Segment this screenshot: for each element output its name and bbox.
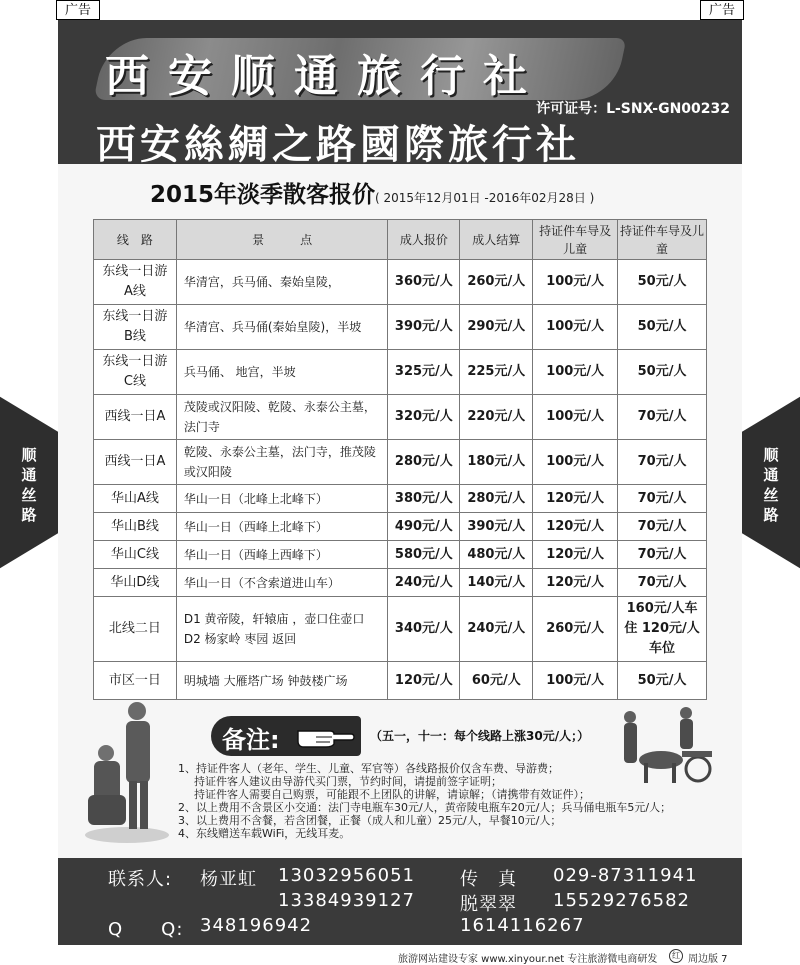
footer-badge: 红 (669, 949, 683, 963)
brand-primary: 西安顺通旅行社 (105, 51, 546, 102)
cell-route: 华山D线 (94, 569, 177, 597)
cell-cert2: 50元/人 (618, 350, 707, 395)
license-number: 许可证号：L-SNX-GN00232 (536, 101, 730, 117)
cell-price: 360元/人 (388, 260, 460, 305)
cell-settle: 280元/人 (460, 485, 533, 513)
fax-number[interactable]: 029-87311941 (553, 865, 698, 886)
qq-number-2[interactable]: 1614116267 (460, 915, 585, 936)
cell-settle: 290元/人 (460, 305, 533, 350)
brand-secondary: 西安絲綢之路國際旅行社 (96, 121, 580, 168)
cell-cert1: 100元/人 (533, 662, 618, 700)
cell-cert1: 120元/人 (533, 513, 618, 541)
cell-settle: 480元/人 (460, 541, 533, 569)
table-row (94, 569, 707, 597)
cell-route: 西线一日A (94, 440, 177, 485)
cell-route: 市区一日 (94, 662, 177, 700)
cell-spots: 乾陵、永泰公主墓，法门寺，推茂陵或汉阳陵 (176, 440, 388, 485)
footer-page-number: 周边版 7 (688, 954, 728, 965)
cell-cert1: 100元/人 (533, 440, 618, 485)
qq-number-1[interactable]: 348196942 (200, 915, 313, 936)
note-item: 3、以上费用不含餐，若含团餐，正餐（成人和儿童）25元/人，早餐10元/人； (178, 814, 562, 827)
header-adult-price: 成人报价 (388, 220, 460, 260)
ad-tag-left: 广告 (56, 0, 100, 20)
cell-price: 280元/人 (388, 440, 460, 485)
side-label-right: 顺通丝路 (763, 446, 779, 524)
cell-spots: 茂陵或汉阳陵、乾陵、永泰公主墓，法门寺 (176, 395, 388, 440)
cell-price: 380元/人 (388, 485, 460, 513)
cell-price: 240元/人 (388, 569, 460, 597)
side-label-left: 顺通丝路 (21, 446, 37, 524)
note-item: 1、持证件客人（老年、学生、儿童、军官等）各线路报价仅含车费、导游费； (178, 762, 559, 775)
cell-settle: 140元/人 (460, 569, 533, 597)
terracotta-horse-carriage-icon (616, 705, 716, 790)
cell-route: 华山A线 (94, 485, 177, 513)
notes-list (178, 762, 678, 840)
table-row (94, 350, 707, 395)
cell-settle: 390元/人 (460, 513, 533, 541)
page-footer (0, 948, 800, 965)
price-table (93, 219, 707, 700)
cell-cert2: 50元/人 (618, 305, 707, 350)
note-item: 持证件客人需要自己购票，可能跟不上团队的讲解，请谅解；（请携带有效证件）； (194, 788, 590, 801)
notes-title: 备注: (222, 726, 280, 754)
footer-site-info[interactable]: 旅游网站建设专家 www.xinyour.net 专注旅游微电商研发 (398, 954, 658, 965)
contact-person2-phone[interactable]: 15529276582 (553, 890, 690, 911)
cell-price: 490元/人 (388, 513, 460, 541)
cell-cert2: 50元/人 (618, 662, 707, 700)
contact-phone-1[interactable]: 13032956051 (278, 865, 415, 886)
cell-spots: 华山一日（西峰上北峰下） (176, 513, 388, 541)
table-row (94, 541, 707, 569)
contact-person2-name: 脱翠翠 (460, 894, 517, 915)
header-route: 线 路 (94, 220, 177, 260)
cell-route: 东线一日游A线 (94, 260, 177, 305)
cell-cert1: 100元/人 (533, 260, 618, 305)
table-row (94, 662, 707, 700)
cell-cert2: 70元/人 (618, 440, 707, 485)
table-row (94, 260, 707, 305)
note-item: 4、东线赠送车载WiFi，无线耳麦。 (178, 827, 351, 840)
table-row (94, 305, 707, 350)
table-row (94, 440, 707, 485)
header-cert-2: 持证件车导及儿童 (618, 220, 707, 260)
cell-spots: 华清宫，兵马俑、秦始皇陵， (176, 260, 388, 305)
cell-route: 东线一日游B线 (94, 305, 177, 350)
cell-cert1: 100元/人 (533, 350, 618, 395)
cell-cert2: 70元/人 (618, 541, 707, 569)
table-row (94, 395, 707, 440)
cell-cert2: 70元/人 (618, 513, 707, 541)
cell-route: 华山C线 (94, 541, 177, 569)
header-spots: 景 点 (176, 220, 388, 260)
cell-price: 340元/人 (388, 597, 460, 662)
cell-cert2: 70元/人 (618, 485, 707, 513)
title-main: 2015年淡季散客报价 (150, 182, 376, 208)
table-row (94, 485, 707, 513)
cell-price: 325元/人 (388, 350, 460, 395)
cell-price: 320元/人 (388, 395, 460, 440)
cell-spots: 华清宫、兵马俑(秦始皇陵)，半坡 (176, 305, 388, 350)
cell-cert2: 70元/人 (618, 569, 707, 597)
note-item: 持证件客人建议由导游代买门票，节约时间，请提前签字证明； (194, 775, 502, 788)
cell-price: 580元/人 (388, 541, 460, 569)
cell-cert1: 100元/人 (533, 395, 618, 440)
cell-route: 西线一日A (94, 395, 177, 440)
cell-price: 390元/人 (388, 305, 460, 350)
fax-label: 传 真 (460, 869, 517, 890)
cell-cert2: 50元/人 (618, 260, 707, 305)
contact-phone-2[interactable]: 13384939127 (278, 890, 415, 911)
cell-cert1: 260元/人 (533, 597, 618, 662)
contact-person-label: 联系人: (108, 869, 173, 890)
cell-route: 北线二日 (94, 597, 177, 662)
cell-spots: D1 黄帝陵，轩辕庙 ，壶口住壶口 D2 杨家岭 枣园 返回 (176, 597, 388, 662)
header-adult-settle: 成人结算 (460, 220, 533, 260)
header-cert-1: 持证件车导及儿童 (533, 220, 618, 260)
title-period: ( 2015年12月01日 -2016年02月28日 ) (375, 191, 595, 205)
price-title (150, 176, 690, 209)
cell-cert1: 120元/人 (533, 569, 618, 597)
cell-settle: 220元/人 (460, 395, 533, 440)
table-row (94, 597, 707, 662)
qq-label: Q Q: (108, 919, 184, 940)
cell-cert1: 100元/人 (533, 305, 618, 350)
table-row (94, 513, 707, 541)
cell-route: 东线一日游C线 (94, 350, 177, 395)
pointing-hand-icon (296, 722, 356, 748)
cell-settle: 240元/人 (460, 597, 533, 662)
cell-cert2: 70元/人 (618, 395, 707, 440)
cell-spots: 明城墙 大雁塔广场 钟鼓楼广场 (176, 662, 388, 700)
cell-settle: 260元/人 (460, 260, 533, 305)
cell-cert2: 160元/人车住 120元/人车位 (618, 597, 707, 662)
contact-person-name: 杨亚虹 (200, 869, 257, 890)
cell-settle: 225元/人 (460, 350, 533, 395)
cell-price: 120元/人 (388, 662, 460, 700)
cell-settle: 60元/人 (460, 662, 533, 700)
note-item: 2、以上费用不含景区小交通：法门寺电瓶车30元/人，黄帝陵电瓶车20元/人；兵马俑电瓶车5元/人； (178, 801, 672, 814)
price-rows (94, 260, 707, 700)
holiday-surcharge: （五一，十一：每个线路上涨30元/人；） (370, 729, 590, 743)
cell-cert1: 120元/人 (533, 485, 618, 513)
cell-spots: 华山一日（西峰上西峰下） (176, 541, 388, 569)
terracotta-warrior-icon (82, 695, 172, 845)
cell-cert1: 120元/人 (533, 541, 618, 569)
table-header-row (94, 220, 707, 260)
ad-tag-right: 广告 (700, 0, 744, 20)
cell-spots: 兵马俑、 地宫，半坡 (176, 350, 388, 395)
cell-route: 华山B线 (94, 513, 177, 541)
cell-spots: 华山一日（北峰上北峰下） (176, 485, 388, 513)
cell-settle: 180元/人 (460, 440, 533, 485)
cell-spots: 华山一日（不含索道进山车） (176, 569, 388, 597)
